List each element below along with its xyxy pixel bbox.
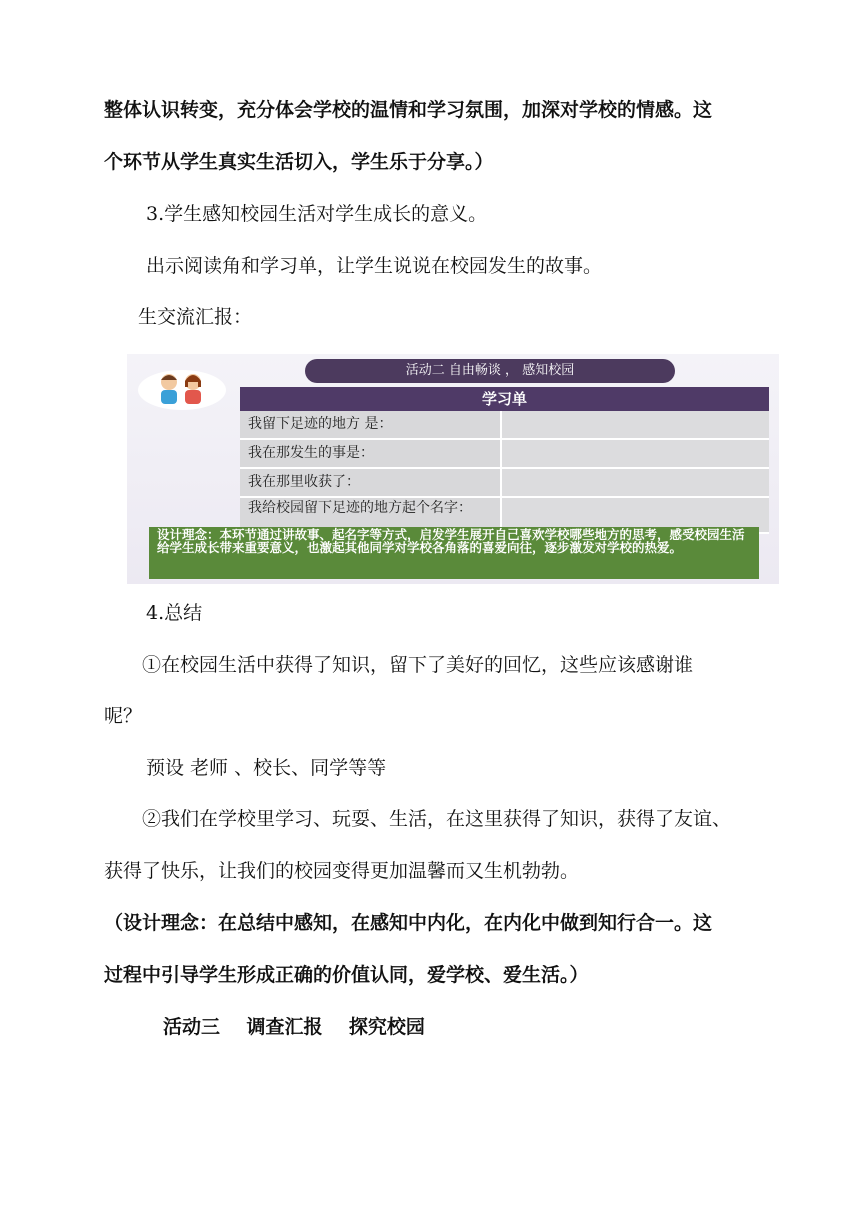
paragraph-line: 获得了快乐，让我们的校园变得更加温馨而又生机勃勃。: [104, 860, 580, 882]
answer-cell: [502, 469, 769, 496]
paragraph-line: ②我们在学校里学习、玩耍、生活，在这里获得了知识，获得了友谊、: [142, 808, 732, 830]
children-illustration-icon: [137, 364, 227, 410]
section-heading: 4.总结: [146, 602, 203, 624]
answer-cell: [502, 411, 769, 438]
activity-heading: 活动三 调查汇报 探究校园: [163, 1016, 425, 1038]
paragraph-line: 整体认识转变，充分体会学校的温情和学习氛围，加深对学校的情感。这: [104, 99, 713, 121]
row-label: 我在那发生的事是：: [240, 440, 502, 467]
paragraph-line: 预设 老师 、校长、同学等等: [146, 757, 387, 779]
table-row: [240, 440, 769, 469]
activity-banner: 活动二 自由畅谈 ， 感知校园: [305, 359, 675, 383]
table-row: [240, 411, 769, 440]
row-label: 我给校园留下足迹的地方起个名字：: [240, 498, 502, 532]
section-heading: 3.学生感知校园生活对学生成长的意义。: [146, 203, 488, 225]
paragraph-line: 个环节从学生真实生活切入，学生乐于分享。）: [104, 151, 494, 173]
row-label: 我留下足迹的地方 是：: [240, 411, 502, 438]
paragraph-line: 生交流汇报：: [138, 306, 253, 328]
paragraph-line: 呢？: [104, 705, 143, 727]
paragraph-line: ①在校园生活中获得了知识，留下了美好的回忆，这些应该感谢谁: [142, 654, 694, 676]
embedded-slide-image: [127, 354, 779, 584]
answer-cell: [502, 440, 769, 467]
table-title: 学习单: [240, 387, 769, 411]
table-row: [240, 469, 769, 498]
paragraph-line: 出示阅读角和学习单，让学生说说在校园发生的故事。: [146, 255, 603, 277]
design-concept-paragraph: （设计理念：在总结中感知，在感知中内化，在内化中做到知行合一。这: [104, 912, 713, 934]
study-sheet-table: [240, 387, 769, 534]
row-label: 我在那里收获了：: [240, 469, 502, 496]
design-concept-note: 设计理念：本环节通过讲故事、起名字等方式，启发学生展开自己喜欢学校哪些地方的思考，感受校园生活给学生成长带来重要意义，也激起其他同学对学校各角落的喜爱向往，逐步激发对学校的热爱。: [149, 527, 759, 579]
design-concept-paragraph: 过程中引导学生形成正确的价值认同，爱学校、爱生活。）: [104, 964, 589, 986]
